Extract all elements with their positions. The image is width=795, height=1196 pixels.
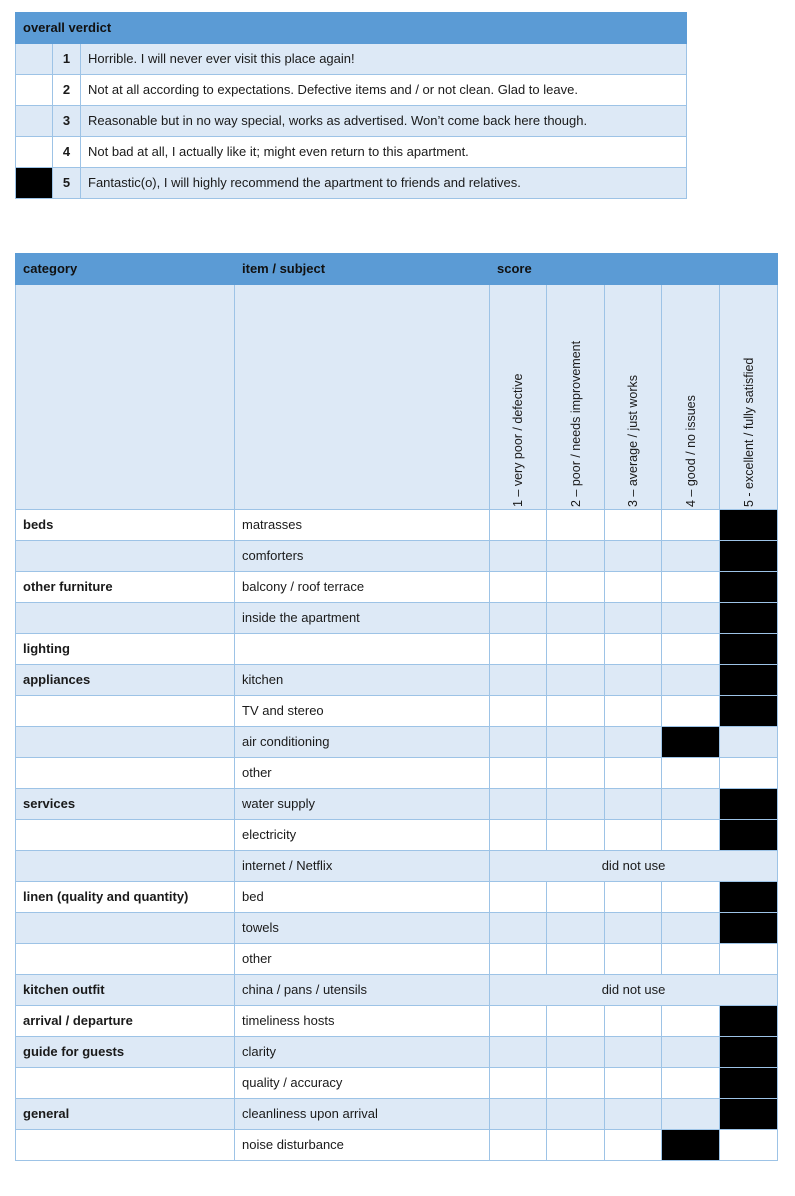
score-cell-2	[547, 603, 605, 634]
score-cell-4	[662, 1099, 720, 1130]
score-cell-1	[490, 1099, 547, 1130]
score-marker-5	[720, 603, 778, 634]
score-cell-4	[662, 572, 720, 603]
score-cell-4	[662, 882, 720, 913]
item-column-header: item / subject	[235, 254, 490, 285]
score-cell-4	[662, 789, 720, 820]
item-cell: electricity	[235, 820, 490, 851]
category-cell: linen (quality and quantity)	[16, 882, 235, 913]
item-cell: air conditioning	[235, 727, 490, 758]
rating-row	[16, 1068, 778, 1099]
verdict-row	[16, 44, 687, 75]
verdict-number: 4	[53, 137, 81, 168]
rating-row	[16, 603, 778, 634]
score-marker-5	[720, 541, 778, 572]
score-cell-3	[605, 944, 662, 975]
ratings-table	[15, 253, 778, 1161]
score-cell-1	[490, 603, 547, 634]
item-cell: cleanliness upon arrival	[235, 1099, 490, 1130]
score-cell-4	[662, 603, 720, 634]
item-cell: china / pans / utensils	[235, 975, 490, 1006]
score-cell-2	[547, 727, 605, 758]
item-cell: towels	[235, 913, 490, 944]
item-cell: other	[235, 758, 490, 789]
score-cell-1	[490, 1068, 547, 1099]
score-cell-3	[605, 1037, 662, 1068]
score-cell-1	[490, 727, 547, 758]
verdict-selected-marker	[16, 168, 53, 199]
category-cell: other furniture	[16, 572, 235, 603]
category-cell	[16, 820, 235, 851]
score-cell-4	[662, 913, 720, 944]
item-cell: inside the apartment	[235, 603, 490, 634]
rating-row	[16, 665, 778, 696]
item-cell: water supply	[235, 789, 490, 820]
category-cell	[16, 696, 235, 727]
category-cell: appliances	[16, 665, 235, 696]
rating-row	[16, 851, 778, 882]
rating-row	[16, 944, 778, 975]
score-marker-5	[720, 913, 778, 944]
item-cell: bed	[235, 882, 490, 913]
score-cell-2	[547, 634, 605, 665]
rating-row	[16, 572, 778, 603]
score-cell-3	[605, 634, 662, 665]
score-marker-5	[720, 510, 778, 541]
score-cell-2	[547, 1068, 605, 1099]
score-cell-5	[720, 1130, 778, 1161]
category-column-header: category	[16, 254, 235, 285]
score-cell-2	[547, 1130, 605, 1161]
verdict-description: Horrible. I will never ever visit this place again!	[81, 44, 687, 75]
verdict-description: Reasonable but in no way special, works as advertised. Won’t come back here though.	[81, 106, 687, 137]
score-cell-4	[662, 1068, 720, 1099]
scale-label-5: 5 - excellent / fully satisfied	[720, 285, 778, 510]
overall-verdict-table	[15, 12, 687, 199]
overall-verdict-header: overall verdict	[16, 13, 687, 44]
score-cell-2	[547, 789, 605, 820]
score-marker-4	[662, 1130, 720, 1161]
score-column-header: score	[490, 254, 778, 285]
verdict-row	[16, 106, 687, 137]
category-cell	[16, 603, 235, 634]
score-cell-1	[490, 572, 547, 603]
verdict-number: 2	[53, 75, 81, 106]
score-cell-4	[662, 758, 720, 789]
verdict-row	[16, 75, 687, 106]
score-cell-2	[547, 510, 605, 541]
score-cell-4	[662, 541, 720, 572]
score-cell-3	[605, 1068, 662, 1099]
item-cell: balcony / roof terrace	[235, 572, 490, 603]
verdict-marker-empty	[16, 44, 53, 75]
category-cell: services	[16, 789, 235, 820]
score-marker-5	[720, 820, 778, 851]
rating-row	[16, 541, 778, 572]
score-marker-5	[720, 1006, 778, 1037]
verdict-row	[16, 168, 687, 199]
category-cell	[16, 727, 235, 758]
rating-row	[16, 820, 778, 851]
category-cell: arrival / departure	[16, 1006, 235, 1037]
category-cell	[16, 1130, 235, 1161]
item-cell: timeliness hosts	[235, 1006, 490, 1037]
verdict-description: Fantastic(o), I will highly recommend the apartment to friends and relatives.	[81, 168, 687, 199]
score-cell-5	[720, 944, 778, 975]
score-marker-5	[720, 696, 778, 727]
score-cell-2	[547, 665, 605, 696]
score-cell-3	[605, 789, 662, 820]
score-cell-1	[490, 541, 547, 572]
score-cell-2	[547, 820, 605, 851]
rating-row	[16, 1130, 778, 1161]
scale-label-3: 3 – average / just works	[605, 285, 662, 510]
score-cell-4	[662, 696, 720, 727]
item-cell: TV and stereo	[235, 696, 490, 727]
rating-row	[16, 758, 778, 789]
score-cell-3	[605, 727, 662, 758]
score-cell-1	[490, 665, 547, 696]
score-cell-3	[605, 913, 662, 944]
rating-row	[16, 913, 778, 944]
scale-label-2: 2 – poor / needs improvement	[547, 285, 605, 510]
category-cell	[16, 1068, 235, 1099]
item-cell: matrasses	[235, 510, 490, 541]
score-cell-1	[490, 944, 547, 975]
category-cell: guide for guests	[16, 1037, 235, 1068]
score-marker-5	[720, 1068, 778, 1099]
category-cell	[16, 944, 235, 975]
rating-row	[16, 975, 778, 1006]
score-marker-5	[720, 572, 778, 603]
score-cell-4	[662, 510, 720, 541]
scale-label-4: 4 – good / no issues	[662, 285, 720, 510]
score-cell-2	[547, 1099, 605, 1130]
verdict-description: Not bad at all, I actually like it; might even return to this apartment.	[81, 137, 687, 168]
score-cell-3	[605, 510, 662, 541]
rating-row	[16, 1037, 778, 1068]
verdict-marker-empty	[16, 137, 53, 168]
rating-row	[16, 882, 778, 913]
verdict-number: 1	[53, 44, 81, 75]
score-marker-5	[720, 634, 778, 665]
verdict-marker-empty	[16, 106, 53, 137]
category-cell	[16, 913, 235, 944]
score-cell-3	[605, 882, 662, 913]
score-cell-1	[490, 820, 547, 851]
score-marker-5	[720, 882, 778, 913]
empty-cell	[16, 285, 235, 510]
category-cell	[16, 541, 235, 572]
item-cell: noise disturbance	[235, 1130, 490, 1161]
score-cell-2	[547, 944, 605, 975]
category-cell	[16, 758, 235, 789]
score-note: did not use	[490, 851, 778, 882]
score-cell-1	[490, 882, 547, 913]
rating-row	[16, 789, 778, 820]
item-cell: clarity	[235, 1037, 490, 1068]
score-cell-3	[605, 1006, 662, 1037]
score-marker-4	[662, 727, 720, 758]
rating-row	[16, 727, 778, 758]
rating-row	[16, 696, 778, 727]
item-cell: kitchen	[235, 665, 490, 696]
scale-label-1: 1 – very poor / defective	[490, 285, 547, 510]
score-cell-1	[490, 1006, 547, 1037]
rating-row	[16, 634, 778, 665]
verdict-number: 3	[53, 106, 81, 137]
score-marker-5	[720, 789, 778, 820]
score-cell-1	[490, 789, 547, 820]
score-cell-1	[490, 696, 547, 727]
score-cell-4	[662, 944, 720, 975]
score-cell-2	[547, 541, 605, 572]
category-cell: general	[16, 1099, 235, 1130]
score-cell-3	[605, 603, 662, 634]
item-cell: quality / accuracy	[235, 1068, 490, 1099]
rating-row	[16, 1006, 778, 1037]
score-cell-3	[605, 1099, 662, 1130]
score-marker-5	[720, 665, 778, 696]
score-cell-3	[605, 696, 662, 727]
rating-row	[16, 510, 778, 541]
score-cell-1	[490, 510, 547, 541]
score-cell-2	[547, 572, 605, 603]
score-cell-3	[605, 758, 662, 789]
verdict-description: Not at all according to expectations. Defective items and / or not clean. Glad to leave.	[81, 75, 687, 106]
verdict-number: 5	[53, 168, 81, 199]
score-cell-3	[605, 820, 662, 851]
score-cell-2	[547, 882, 605, 913]
score-cell-3	[605, 541, 662, 572]
score-cell-4	[662, 634, 720, 665]
rating-row	[16, 1099, 778, 1130]
score-cell-4	[662, 1006, 720, 1037]
score-note: did not use	[490, 975, 778, 1006]
score-cell-5	[720, 727, 778, 758]
score-cell-5	[720, 758, 778, 789]
verdict-marker-empty	[16, 75, 53, 106]
score-cell-2	[547, 913, 605, 944]
item-cell: internet / Netflix	[235, 851, 490, 882]
score-cell-4	[662, 665, 720, 696]
verdict-row	[16, 137, 687, 168]
score-marker-5	[720, 1037, 778, 1068]
category-cell	[16, 851, 235, 882]
item-cell: other	[235, 944, 490, 975]
score-cell-1	[490, 1130, 547, 1161]
score-scale-header-row	[16, 285, 778, 510]
score-cell-3	[605, 572, 662, 603]
score-cell-3	[605, 1130, 662, 1161]
score-cell-2	[547, 758, 605, 789]
score-cell-1	[490, 634, 547, 665]
score-cell-1	[490, 913, 547, 944]
empty-cell	[235, 285, 490, 510]
score-cell-2	[547, 1037, 605, 1068]
score-cell-1	[490, 758, 547, 789]
score-cell-2	[547, 696, 605, 727]
category-cell: kitchen outfit	[16, 975, 235, 1006]
item-cell: comforters	[235, 541, 490, 572]
score-cell-4	[662, 820, 720, 851]
score-cell-3	[605, 665, 662, 696]
category-cell: beds	[16, 510, 235, 541]
score-cell-4	[662, 1037, 720, 1068]
score-cell-2	[547, 1006, 605, 1037]
category-cell: lighting	[16, 634, 235, 665]
item-cell	[235, 634, 490, 665]
score-marker-5	[720, 1099, 778, 1130]
score-cell-1	[490, 1037, 547, 1068]
